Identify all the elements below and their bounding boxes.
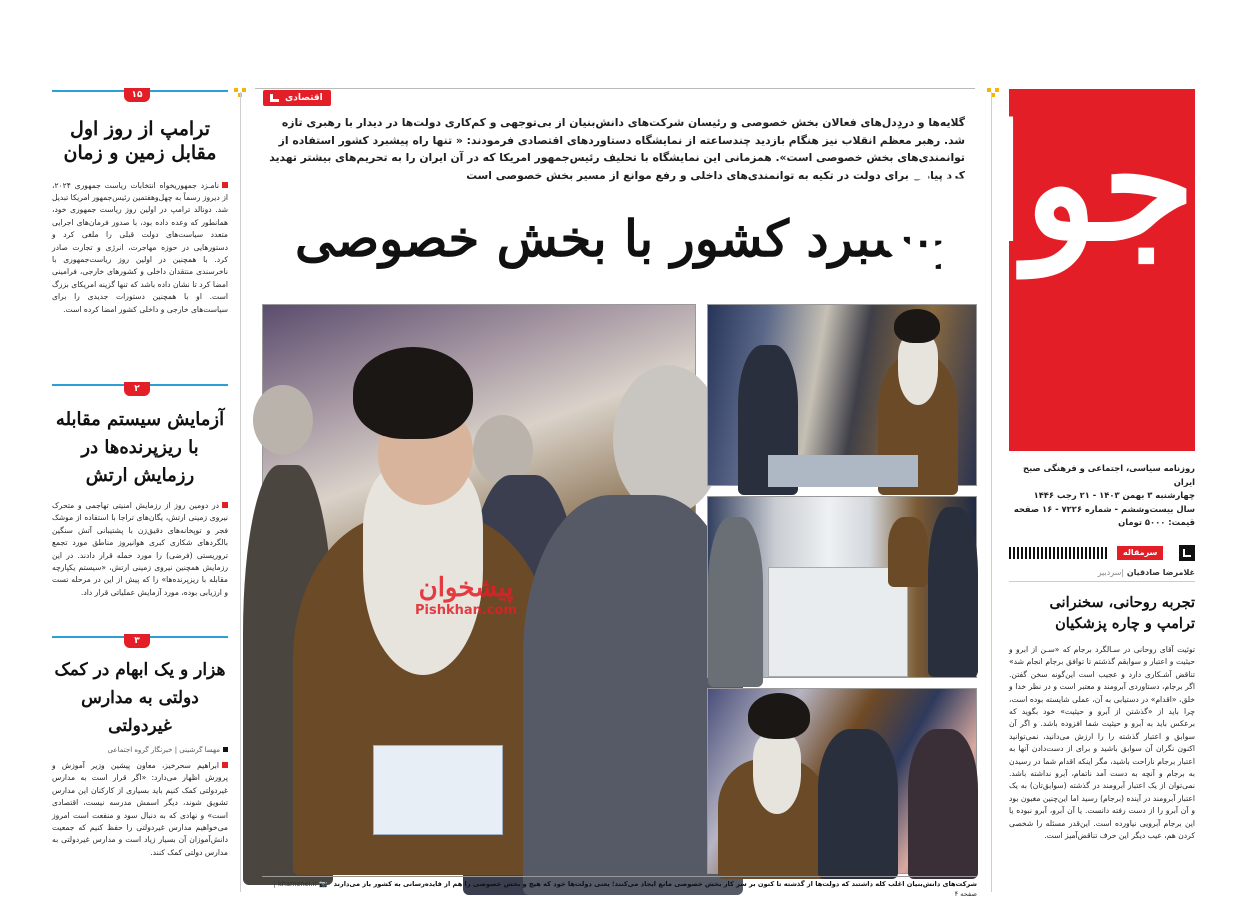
leader-beard	[753, 734, 801, 814]
byline-text: مهسا گرشینی | خبرنگار گروه اجتماعی	[107, 746, 220, 754]
paper-info	[1009, 462, 1195, 530]
barcode-icon	[1009, 547, 1107, 559]
section-arrow-icon	[1179, 545, 1195, 561]
story-3-body	[52, 760, 228, 876]
author-role: سردبیر	[1097, 568, 1122, 577]
page-number-badge: ۳	[124, 634, 150, 648]
issue-date: چهارشنبه ۳ بهمن ۱۴۰۳ - ۲۱ رجب ۱۴۴۶	[1033, 490, 1195, 500]
story-3-body-text: ابراهیم سحرخیز، معاون پیشین وزیر آموزش و پرورش اظهار می‌دارد: «اگر قرار است به مدارس غیردولتی کمک کنیم باید بسیاری از کارکنان این مدارس تشویق شوند، دیگر اسمش مدرسه نیست، اقتصادی است» و نهادی که به دنبال سود و منفعت است امروز می‌خواهیم مدارس غیردولتی را حفظ کنیم که جمعیت دانش‌آموزان آن بسیار زیاد است و مدارس غیردولتی به مدارس دولتی کمک کنند.	[52, 761, 228, 857]
editorial-label[interactable]: سرمقاله	[1117, 546, 1163, 560]
watermark-logo	[391, 573, 541, 618]
section-arrow-icon	[270, 94, 279, 102]
bullet-icon	[223, 747, 228, 752]
news-story-1[interactable]	[52, 86, 228, 356]
page-number-badge: ۱۵	[124, 88, 150, 102]
person-suit	[928, 507, 978, 677]
author-name: غلامرضا صادقیان	[1126, 568, 1195, 577]
page-number-badge: ۲	[124, 382, 150, 396]
story-3-title: هزار و یک ابهام در کمک دولتی به مدارس غیردولتی	[54, 660, 226, 736]
story-1-body	[52, 180, 228, 356]
lead-paragraph: گلایه‌ها و دردِدل‌های فعالان بخش خصوصی و رئیسان شرکت‌های دانش‌بنیان از بی‌توجهی و کم‌کاری دولت‌ها در دیدار با رهبری تازه شد. رهبر معظم انقلاب نیز هنگام بازدید چندساعته از نمایشگاه دستاوردهای اقتصادی فرمودند: « تنها راه پیشبرد کشور استفاده از توانمندی‌های بخش خصوصی است». همزمانی این نمایشگاه با تحلیف رئیس‌جمهور امریکا که در آن ایران را به تحریم‌های بیشتر تهدید کرد پیامی برای دولت در تکیه به توانمندی‌های داخلی و رفع موانع از مسیر بخش خصوصی است	[269, 116, 965, 182]
photo-caption	[262, 876, 977, 899]
story-1-body-text: نامـزد جمهوریخواه انتخابات ریاست جمهوری ۲۰۲۴، از دیروز رسماً به چهل‌وهفتمین رئیس‌جمهور امریکا تبدیل شد. دونالد ترامپ در اولین روز ریاست جمهوری خود، همانطور که وعده داده بود، با صدور فرمان‌های اجرایی متعدد سیاست‌های دولت قبلی را ملغی کرد و دستورهایی در حوزه مهاجرت، انرژی و تجارت صادر کرد. با همچنین در اولین روز ریاست‌جمهوری با ناخرسندی منتقدان داخلی و کشورهای خارجی، فرامینی امضا کرد تا نشان داده باشد که تنها گزینه امریکای بزرگ است. او با همچنین دستورات جدیدی را برای سیاست‌های خارجی و داخلی کشور امضا کرده است.	[52, 180, 228, 314]
story-2-body	[52, 500, 228, 628]
leader-turban	[748, 693, 810, 739]
story-rule	[52, 90, 228, 100]
news-story-3[interactable]	[52, 632, 228, 876]
section-tag-economic[interactable]	[263, 90, 331, 106]
photo-exhibition-3[interactable]	[707, 688, 977, 874]
person-chador	[908, 729, 978, 879]
bullet-square-icon	[222, 182, 228, 188]
main-story	[255, 86, 979, 898]
story-rule	[52, 636, 228, 646]
story-1-title: ترامپ از روز اول مقابل زمین و زمان	[63, 118, 217, 164]
camera-icon: 📷	[319, 880, 328, 888]
right-column	[872, 86, 1198, 892]
column-divider	[240, 92, 241, 892]
masthead-logo[interactable]	[872, 89, 1195, 451]
person-suit	[708, 517, 763, 687]
bullet-square-icon	[222, 762, 228, 768]
story-2-title: آزمایش سیستم مقابله با ریزپرنده‌ها در رزمایش ارتش	[55, 409, 225, 486]
photo-exhibition-1[interactable]	[707, 304, 977, 486]
main-headline[interactable]: پیشبرد کشور با بخش خصوصی	[295, 209, 945, 268]
main-photo[interactable]	[262, 304, 696, 874]
editorial-tag	[1009, 544, 1195, 562]
left-news-column	[52, 86, 228, 892]
caption-credit: khamenei.ir | صفحه ۴	[273, 880, 977, 898]
bullet-square-icon	[222, 502, 228, 508]
story-rule	[52, 384, 228, 394]
editorial-title[interactable]: تجربه روحانی، سخنرانی ترامپ و چاره پزشکیان	[1049, 594, 1195, 632]
issue-number: سال بیست‌وششم - شماره ۷۲۲۶ - ۱۶ صفحه	[1013, 503, 1195, 514]
masthead-title: جوان	[872, 91, 1195, 277]
issue-price: قیمت: ۵۰۰۰ تومان	[1118, 517, 1195, 527]
product-box	[373, 745, 503, 835]
editorial-author: غلامرضا صادقیان |سردبیر	[1009, 568, 1195, 582]
story-3-byline	[52, 746, 228, 754]
news-story-2[interactable]	[52, 380, 228, 628]
watermark-fa: پیشخوان	[418, 573, 514, 603]
model-display	[768, 455, 918, 487]
editorial-body: توئیت آقای روحانی در سـالگرد برجام که «سـن از ابرو و حیثیت و اعتبار و سوابقم گذشتم تا توافق برجام انجام شد» تناقض آشـکاری دارد و عجیب است این‌گونه سخن گفتن. اگر برجام، دستاوردی آبرومند و معتبر است و در نظر خدا و خلق، «اقدام» در دستیابی به آن، عملی شایسته بوده است، چرا باید از «گذشتن از آبرو و حیثیت» خود بگوید که برعکس باید به آبرو و حیثیت شما افزوده باشد. و اگر آن سوابق و اعتبار گذشته را را ارزش می‌دانید، نمی‌توانید اکنون نگران آن سوابق باشید و برای از دست‌دادن آنها به اعتبار برجام ناراحت باشید، مگر اینکه اقدام شما در رسیدن به برجام و آنچه به دست آمد ناتمام، آبرو نداشته باشد. نمی‌توان از یک اعتبار آبرومند در گذشته (سوابق‌تان) به یک اعتبار آبرومند در آینده (برجام) رسید اما این‌چنین مغبون بود و آن آبرو را از دست رفته دانست. یا آن آبرو، آبرو نبوده یا این برجام آبرویی نیاورده است. این‌قدر مسئله را شخصی کردن هم، عیب دیگر این حرف تناقض‌آمیز است.	[1009, 645, 1195, 841]
photo-exhibition-2[interactable]	[707, 496, 977, 678]
section-tag-label: اقتصادی	[285, 93, 323, 103]
leader-turban	[353, 347, 473, 439]
caption-text: شرکت‌های دانش‌بنیان اغلب کله داشتند که دولت‌ها از گذشته تا کنون بر سر کار بخش خصوصی مانع ایجاد می‌کنند؛ یعنی دولت‌ها خود که هیچ و بخش خصوصی را هم از فایده‌رسانی به کشور باز می‌دارند	[333, 880, 977, 888]
model-display	[768, 567, 908, 677]
leader-turban	[894, 309, 940, 343]
story-2-body-text: در دومین روز از رزمایش امنیتی تهاجمی و متحرک نیروی زمینی ارتش، یگان‌های تراجا با استفاده از موشک فجر و توپخانه‌های دقیق‌زن با پشتیبانی آتش سنگین بالگردهای شکاری کبری هوانیروز مناطق مورد تجمع تروریستی (فرضی) را مورد حمله قرار دادند. در این رزمایش همچنین نیروی زمینی ارتش، «سیستم یکپارچه مقابله با ریزپرنده‌ها» را که پیش از این در مرحله تست و ارزیابی بوده، مورد آزمایش عملیاتی قرار داد.	[52, 501, 228, 597]
person-suit	[818, 729, 898, 879]
top-rule	[255, 88, 975, 89]
paper-tagline: روزنامه سیاسی، اجتماعی و فرهنگی صبح ایران	[1023, 463, 1195, 487]
watermark-en: Pishkhan.com	[414, 603, 518, 618]
leader-beard	[898, 335, 938, 405]
leader-robe	[888, 517, 928, 587]
background-person	[253, 385, 313, 455]
